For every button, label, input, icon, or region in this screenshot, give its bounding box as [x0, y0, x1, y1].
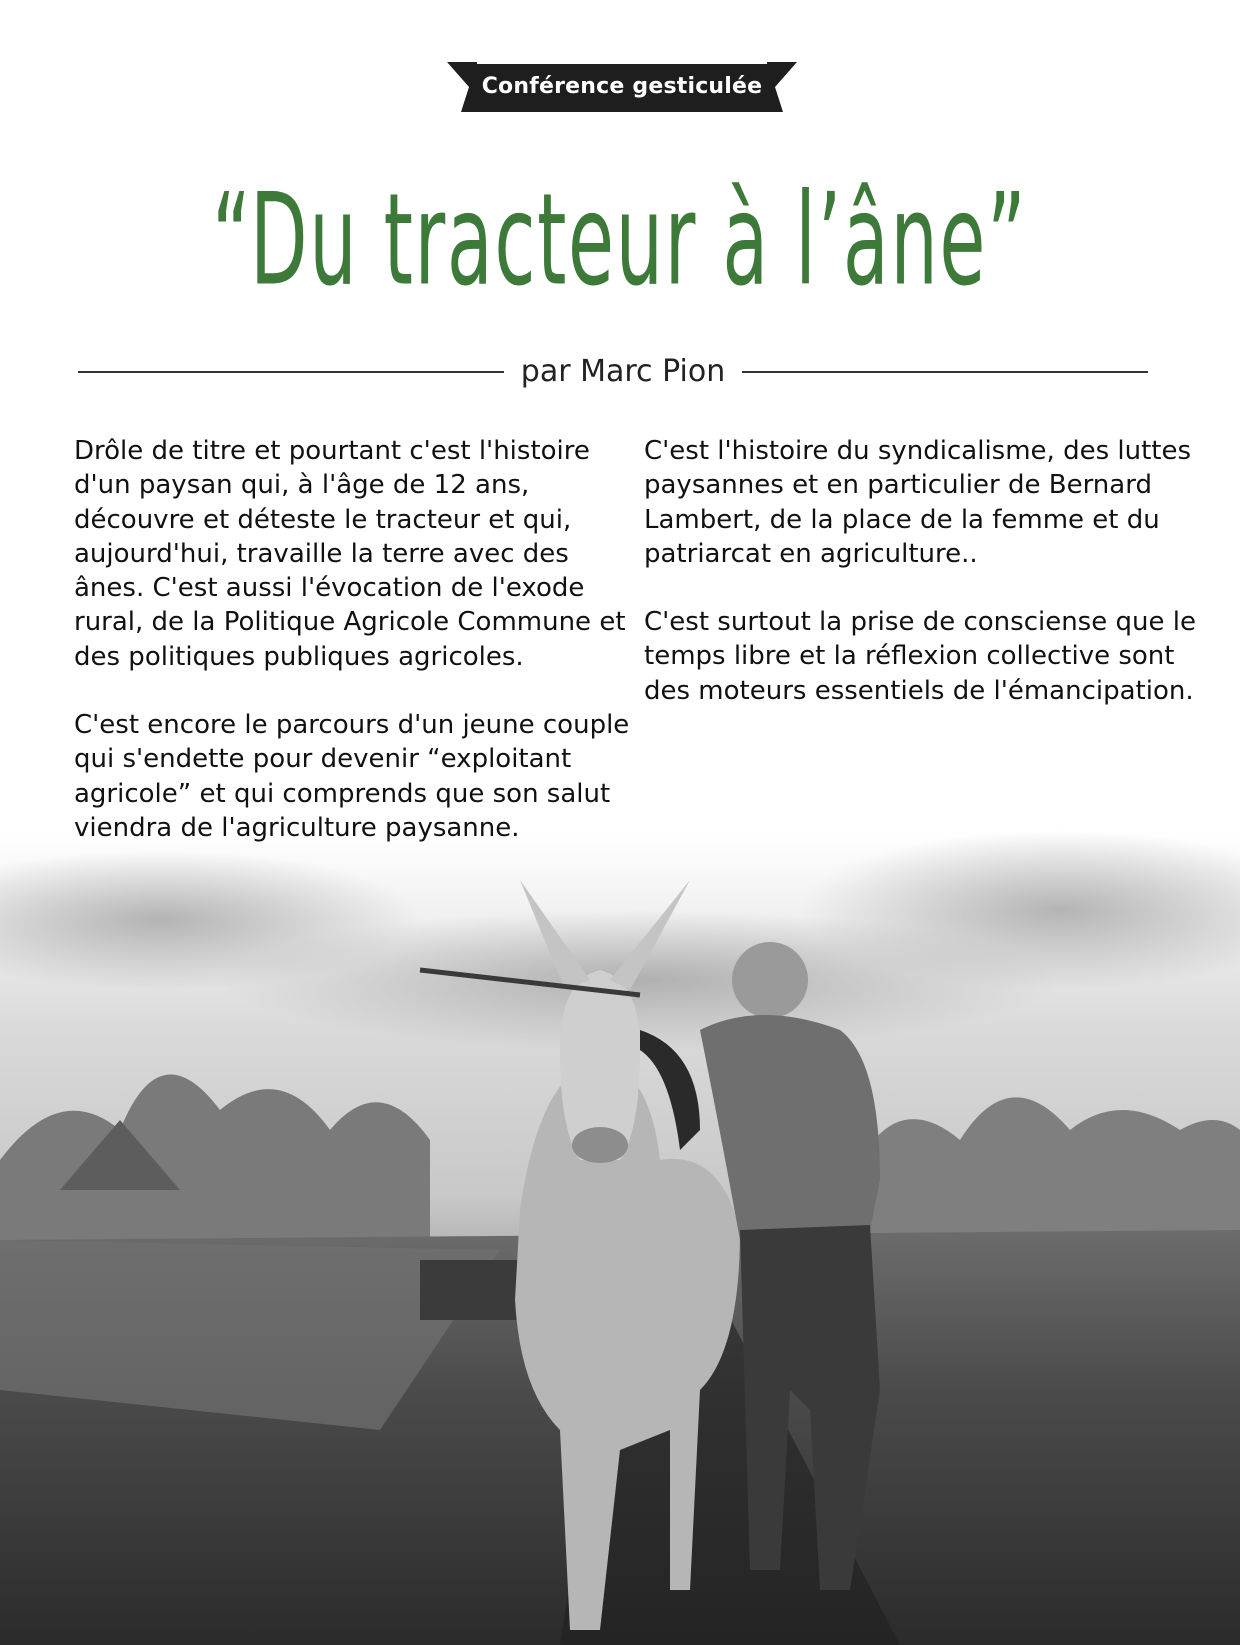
paragraph: C'est surtout la prise de consciense que le temps libre et la réflexion collective sont des moteurs essentiels de l'émancipation.: [644, 607, 1196, 706]
page-title: “Du tracteur à l’âne”: [212, 166, 1028, 314]
divider-right: [742, 371, 1148, 373]
paragraph: C'est l'histoire du syndicalisme, des luttes paysannes et en particulier de Bernard Lambert, de la place de la femme et du patriarcat en agriculture..: [644, 436, 1192, 569]
text-column-left: [74, 434, 634, 879]
text-column-right: [644, 434, 1204, 742]
divider-left: [78, 371, 504, 373]
paragraph: Drôle de titre et pourtant c'est l'histoire d'un paysan qui, à l'âge de 12 ans, découvre et déteste le tracteur et qui, aujourd'hui, travaille la terre avec des ânes. C'est aussi l'évocation de l'exode rural, de la Politique Agricole Commune et des politiques publiques agricoles.: [74, 436, 626, 672]
photo-farmer-with-donkey: [0, 830, 1240, 1645]
category-label: Conférence gesticulée: [481, 74, 763, 99]
paragraph: C'est encore le parcours d'un jeune couple qui s'endette pour devenir “exploitant agricole” et qui comprends que son salut viendra de l'agriculture paysanne.: [74, 710, 630, 843]
byline: par Marc Pion: [520, 354, 726, 389]
category-ribbon: [447, 62, 797, 116]
